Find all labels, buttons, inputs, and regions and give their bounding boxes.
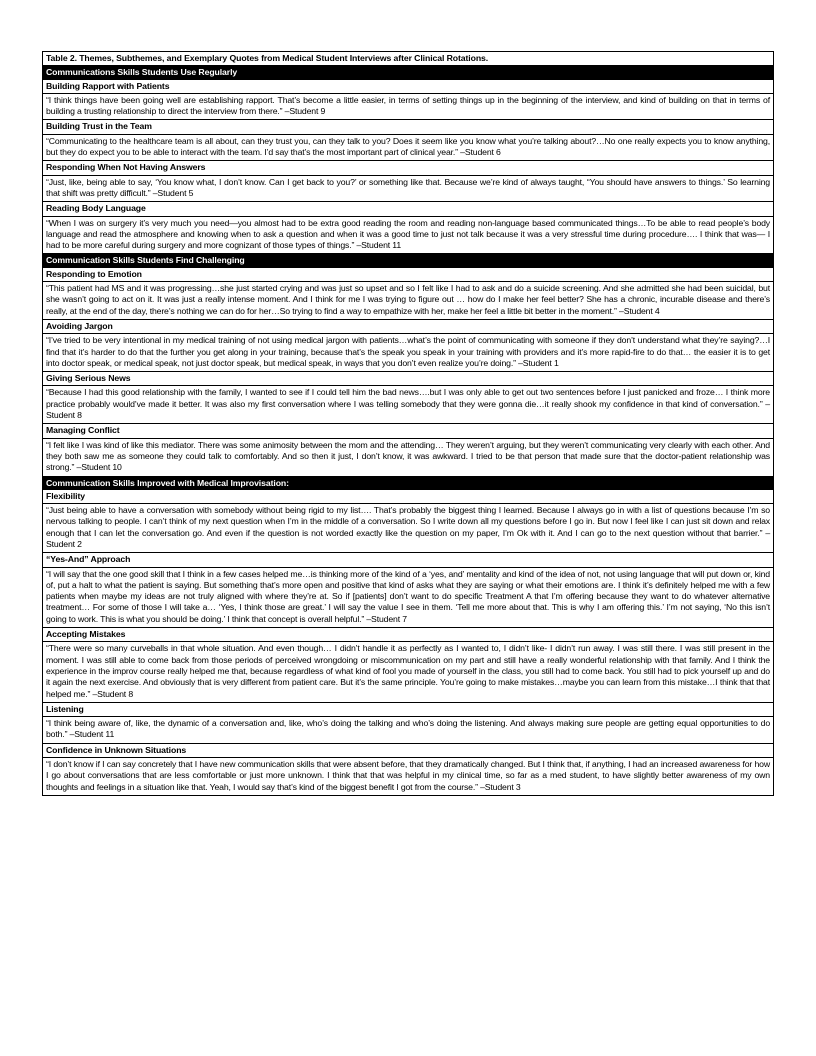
subtheme-quote: “Communicating to the healthcare team is all about, can they trust you, can they talk to you? Does it seem like you know what you’re talking about?…No one really expects you to know anything, but they do expect you to be able to interact with the team. I’d say that’s the most important part of clinical year.” –Student 6	[43, 135, 773, 162]
subtheme-quote: “I don’t know if I can say concretely that I have new communication skills that were absent before, that they dramatically changed. But I think that, if anything, I had an increased awareness for how I go about conversations that are less comfortable or just more unknown. I think that that was helpful in my clinical time, so far as a med student, to have slightly better awareness of my own thoughts and feelings in a situation like that. Yeah, I would say that’s kind of the biggest benefit I got from the course.” –Student 3	[46, 759, 770, 792]
subtheme-quote: “There were so many curveballs in that whole situation. And even though… I didn’t handle it as perfectly as I wanted to, I didn’t like- I didn’t run away. I was still there. I was still present in the moment. I was still able to come back from those periods of perceived wrongdoing or miscommunication on my part and still have a really wonderful relationship with that family. And I think the experience in the improv course really helped me that, because regardless of what kind of fool you made of yourself in the class, you still had to come back. You still had to pick yourself up and do it again the next exercise. And obviously that is very different from patient care. But it’s the same principle. You’re going to make mistakes…maybe you can learn from this mistake…I think that that helped me.” –Student 8	[43, 642, 773, 702]
section-heading: Communication Skills Improved with Medical Improvisation:	[43, 477, 773, 490]
subtheme-quote: “I’ve tried to be very intentional in my medical training of not using medical jargon with patients…what’s the point of communicating with someone if they don’t understand what they’re saying?…I find that it’s harder to do that the further you get along in your training, because that’s the speak you speak in your training with providers and it’s more rapid-fire to do that… the easier it is to get into doctor speak, or medical speak, not just doctor speak, but medical speak, in ways that you don’t even realize you’re doing.” –Student 1	[43, 334, 773, 372]
subtheme-name: Responding to Emotion	[43, 268, 773, 282]
table-title: Table 2. Themes, Subthemes, and Exemplary Quotes from Medical Student Interviews after Clinical Rotations.	[43, 52, 773, 66]
subtheme-name: Responding When Not Having Answers	[43, 161, 773, 175]
subtheme-quote: “Because I had this good relationship with the family, I wanted to see if I could tell him the bad news….but I was only able to get out two sentences before I just panicked and froze… I think more practice probably would’ve made it better. It was also my first conversation where I was telling somebody that they were gonna die…it really shook my confidence in that kind of conversation.” –Student 8	[43, 386, 773, 424]
subtheme-quote: “When I was on surgery it’s very much you need—you almost had to be extra good reading the room and reading non-language based communicated things…To be able to read people’s body language and read the atmosphere and knowing when to ask a question and when it was a good time to just not talk because it was a very stressful time during procedure…. I think that was— I had to be more careful during surgery and more cognizant of those types of things.” –Student 11	[43, 217, 773, 255]
subtheme-quote: “Just being able to have a conversation with somebody without being rigid to my list…. That’s probably the biggest thing I learned. Because I always go in with a list of questions because I’m so nervous talking to people. I can’t think of my next question when I’m in the middle of a conversation. So I write down all my questions before I go in. But now I feel like I can just sit down and relax enough that I can let the conversation go. And even if the question is not worded exactly like the question on my paper, I’m Ok with it. And I can go to the next question without that barrier.” –Student 2	[43, 504, 773, 553]
subtheme-name: Building Trust in the Team	[43, 120, 773, 134]
subtheme-quote: “This patient had MS and it was progressing…she just started crying and was just so upset and so I felt like I had to ask and do a suicide screening. And she admitted she had been suicidal, but she wasn’t going to act on it. It was just a really intense moment. And I think for me I was trying to figure out … how do I make her feel better? She has a chronic, incurable disease and there’s really, at the end of the day, there’s nothing we can do for her…So trying to find a way to empathize with her, make her feel a little bit better in the moment.” –Student 4	[43, 282, 773, 320]
subtheme-name: Building Rapport with Patients	[43, 80, 773, 94]
subtheme-quote: “I think being aware of, like, the dynamic of a conversation and, like, who’s doing the talking and who’s doing the listening. And always making sure people are getting equal opportunities to do both.” –Student 11	[43, 717, 773, 744]
section-heading: Communication Skills Students Find Challenging	[43, 254, 773, 267]
subtheme-quote: “I think things have been going well are establishing rapport. That’s become a little easier, in terms of setting things up in the beginning of the interview, and kind of building on that in terms of building a trusting relationship to direct the interview from there.” –Student 9	[43, 94, 773, 121]
section-heading: Communications Skills Students Use Regularly	[43, 66, 773, 79]
subtheme-name: Avoiding Jargon	[43, 320, 773, 334]
subtheme-name: Listening	[43, 703, 773, 717]
subtheme-name: Reading Body Language	[43, 202, 773, 216]
subtheme-name: “Yes-And” Approach	[43, 553, 773, 567]
subtheme-name: Giving Serious News	[43, 372, 773, 386]
subtheme-quote: “I felt like I was kind of like this mediator. There was some animosity between the mom and the attending… They weren’t arguing, but they weren’t communicating very clearly with each other. And they both saw me as someone they could talk to comfortably. And so then it just, I don’t know, it was awkward. I tried to be that person that made sure that the doctor-patient relationship was strong.” –Student 10	[43, 439, 773, 477]
subtheme-name: Managing Conflict	[43, 424, 773, 438]
subtheme-name: Confidence in Unknown Situations	[43, 744, 773, 758]
subtheme-name: Accepting Mistakes	[43, 628, 773, 642]
subtheme-name: Flexibility	[43, 490, 773, 504]
subtheme-quote: “I will say that the one good skill that I think in a few cases helped me…is thinking more of the kind of a ‘yes, and’ mentality and kind of the idea of not, not using language that will put down or, kind of, put a halt to what the patient is saying. But something that’s more open and positive that kind of asks what they are saying or what their emotions are. I think it’s definitely helped me with a few patients when maybe my ideas are not truly aligned with where they’re at. So if [patients] don’t want to do specific Treatment A that I’m offering because they want to do whatever alternative treatment… For some of those I will take a… ‘Yes, I think those are great.’ I will say the value I see in them. ‘Tell me more about that. This is why I am offering this.’ I’m not saying, ‘No this isn’t going to work. This is what you should be doing.’ I think that concept is overall helpful.” –Student 7	[43, 568, 773, 628]
subtheme-quote: “Just, like, being able to say, ‘You know what, I don’t know. Can I get back to you?’ or something like that. Because we’re kind of always taught, “You should have answers to things.’ So learning that shift was pretty difficult.” –Student 5	[43, 176, 773, 203]
themes-table	[42, 51, 774, 796]
